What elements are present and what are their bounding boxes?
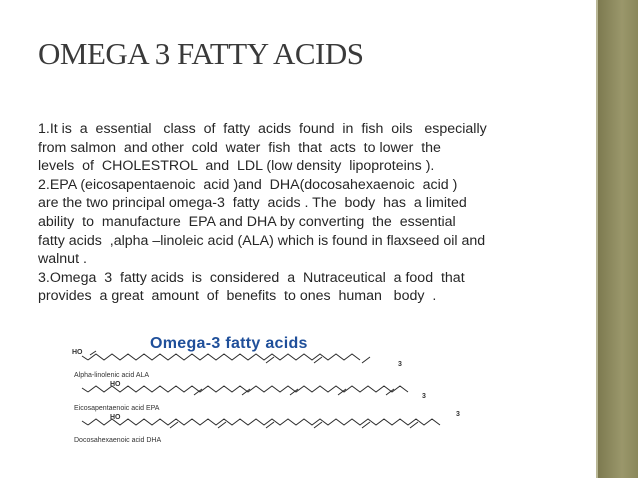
ala-omega-number: 3 bbox=[398, 361, 402, 368]
dha-label: Docosahexaenoic acid DHA bbox=[74, 437, 162, 444]
side-accent-bar bbox=[598, 0, 638, 478]
epa-ho-group: HO bbox=[110, 381, 121, 388]
body-text bbox=[38, 120, 598, 306]
dha-omega-number: 3 bbox=[456, 411, 460, 418]
figure-title: Omega-3 fatty acids bbox=[150, 335, 308, 352]
epa-label: Eicosapentaenoic acid EPA bbox=[74, 405, 160, 412]
body-line: ability to manufacture EPA and DHA by converting the essential bbox=[38, 213, 456, 230]
body-line: 1.It is a essential class of fatty acids found in fish oils especially bbox=[38, 121, 487, 137]
slide-title: OMEGA 3 FATTY ACIDS bbox=[38, 36, 364, 71]
body-line: from salmon and other cold water fish that acts to lower the bbox=[38, 139, 441, 156]
epa-chain bbox=[82, 386, 408, 395]
body-line: fatty acids ,alpha –linoleic acid (ALA) which is found in flaxseed oil and bbox=[38, 232, 486, 249]
body-line: are the two principal omega-3 fatty acids . The body has a limited bbox=[38, 195, 467, 212]
body-line: provides a great amount of benefits to ones human body . bbox=[38, 288, 437, 305]
side-accent-texture bbox=[598, 0, 638, 478]
body-line: levels of CHOLESTROL and LDL (low density lipoproteins ). bbox=[38, 158, 435, 175]
ala-ho-group: HO bbox=[72, 349, 83, 356]
omega3-structure-figure bbox=[70, 333, 470, 453]
epa-omega-number: 3 bbox=[422, 393, 426, 400]
dha-chain bbox=[82, 419, 440, 428]
ala-label: Alpha-linolenic acid ALA bbox=[74, 372, 150, 379]
body-line: 3.Omega 3 fatty acids is considered a Nutraceutical a food that bbox=[38, 269, 465, 286]
body-line: walnut . bbox=[38, 251, 87, 268]
body-line: 2.EPA (eicosapentaenoic acid )and DHA(docosahexaenoic acid ) bbox=[38, 176, 458, 193]
dha-ho-group: HO bbox=[110, 414, 121, 421]
